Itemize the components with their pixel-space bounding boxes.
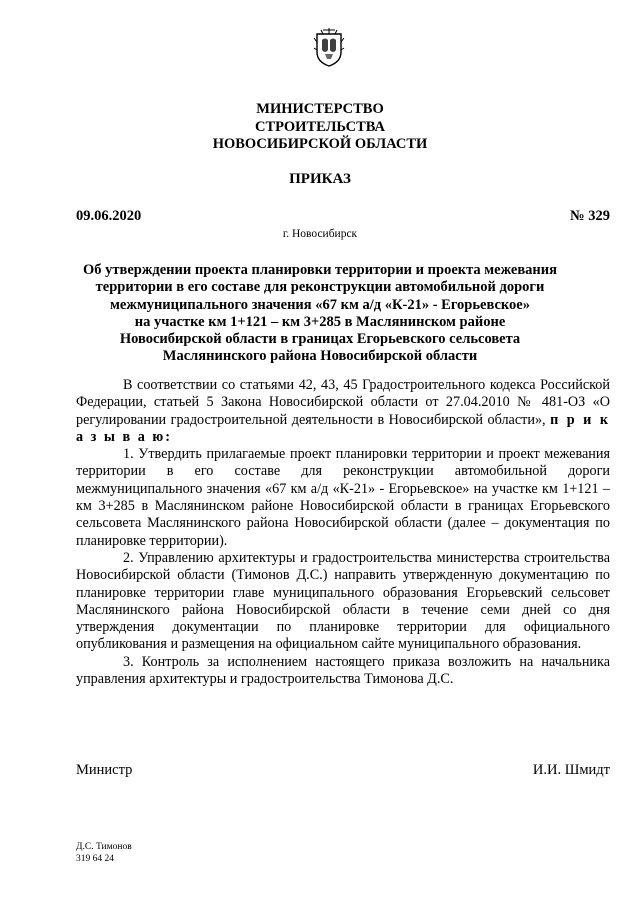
order-colon: : [165,428,170,445]
order-item-1: 1. Утвердить прилагаемые проект планировки территории и проект межевания территории в его составе для реконструкции автомобильной дороги межмуниципального значения «67 км а/д «К-21» - Егорьевское» на участке км 1+121 – км 3+285 в Маслянинском районе Новосибирской области в границах Егорьевского сельсовета Маслянинского района Новосибирской области (далее – документация по планировке территории). [76,446,610,549]
order-item-2: 2. Управлению архитектуры и градостроительства министерства строительства Новосибирской области (Тимонов Д.С.) направить утвержденную документацию по планировке территории главе муниципального образования Егорьевский сельсовет Маслянинского района Новосибирской области в течение семи дней со дня утверждения документации по планировке территории для официального опубликования и размещения на официальном сайте муниципального образования. [76,549,610,653]
order-title [0,262,640,366]
ministry-line: МИНИСТЕРСТВО [256,101,384,117]
title-line: Новосибирской области в границах Егорьевского сельсовета [119,331,521,348]
signatory-position: Министр [76,762,133,778]
title-line: межмуниципального значения «67 км а/д «К-21» - Егорьевское» [110,296,530,313]
doc-type: ПРИКАЗ [289,171,351,187]
title-line: территории в его составе для реконструкции автомобильной дороги [95,279,545,296]
date-number-row [76,208,610,225]
title-line: на участке км 1+121 – км 3+285 в Маслянинском районе [134,313,506,330]
preamble-paragraph [76,377,610,446]
title-line: Маслянинского района Новосибирской области [162,348,478,365]
ministry-line: НОВОСИБИРСКОЙ ОБЛАСТИ [212,136,428,152]
ministry-line: СТРОИТЕЛЬСТВА [254,118,386,135]
order-word: п р и к а з ы в а ю [76,411,610,445]
title-line: Об утверждении проекта планировки территории и проекта межевания [83,262,557,278]
executor-name: Д.С. Тимонов [76,842,132,852]
order-item-3: 3. Контроль за исполнением настоящего приказа возложить на начальника управления архитектуры и градостроительства Тимонова Д.С. [76,653,610,688]
preamble-text: В соответствии со статьями 42, 43, 45 Градостроительного кодекса Российской Федерации, статьей 5 Закона Новосибирской области от 27.04.2010 № 481-ОЗ «О регулировании градостроительной деятельности в Новосибирской области», [76,377,610,428]
order-body [76,377,610,688]
signatory-name: И.И. Шмидт [532,762,610,778]
executor-phone: 319 64 24 [76,854,114,864]
city: г. Новосибирск [282,228,358,240]
executor-block [76,841,132,865]
ministry-name [0,101,640,154]
order-date: 09.06.2020 [76,208,142,224]
signature-block [76,762,610,779]
coat-of-arms-icon [313,28,345,68]
order-number: № 329 [570,208,610,224]
